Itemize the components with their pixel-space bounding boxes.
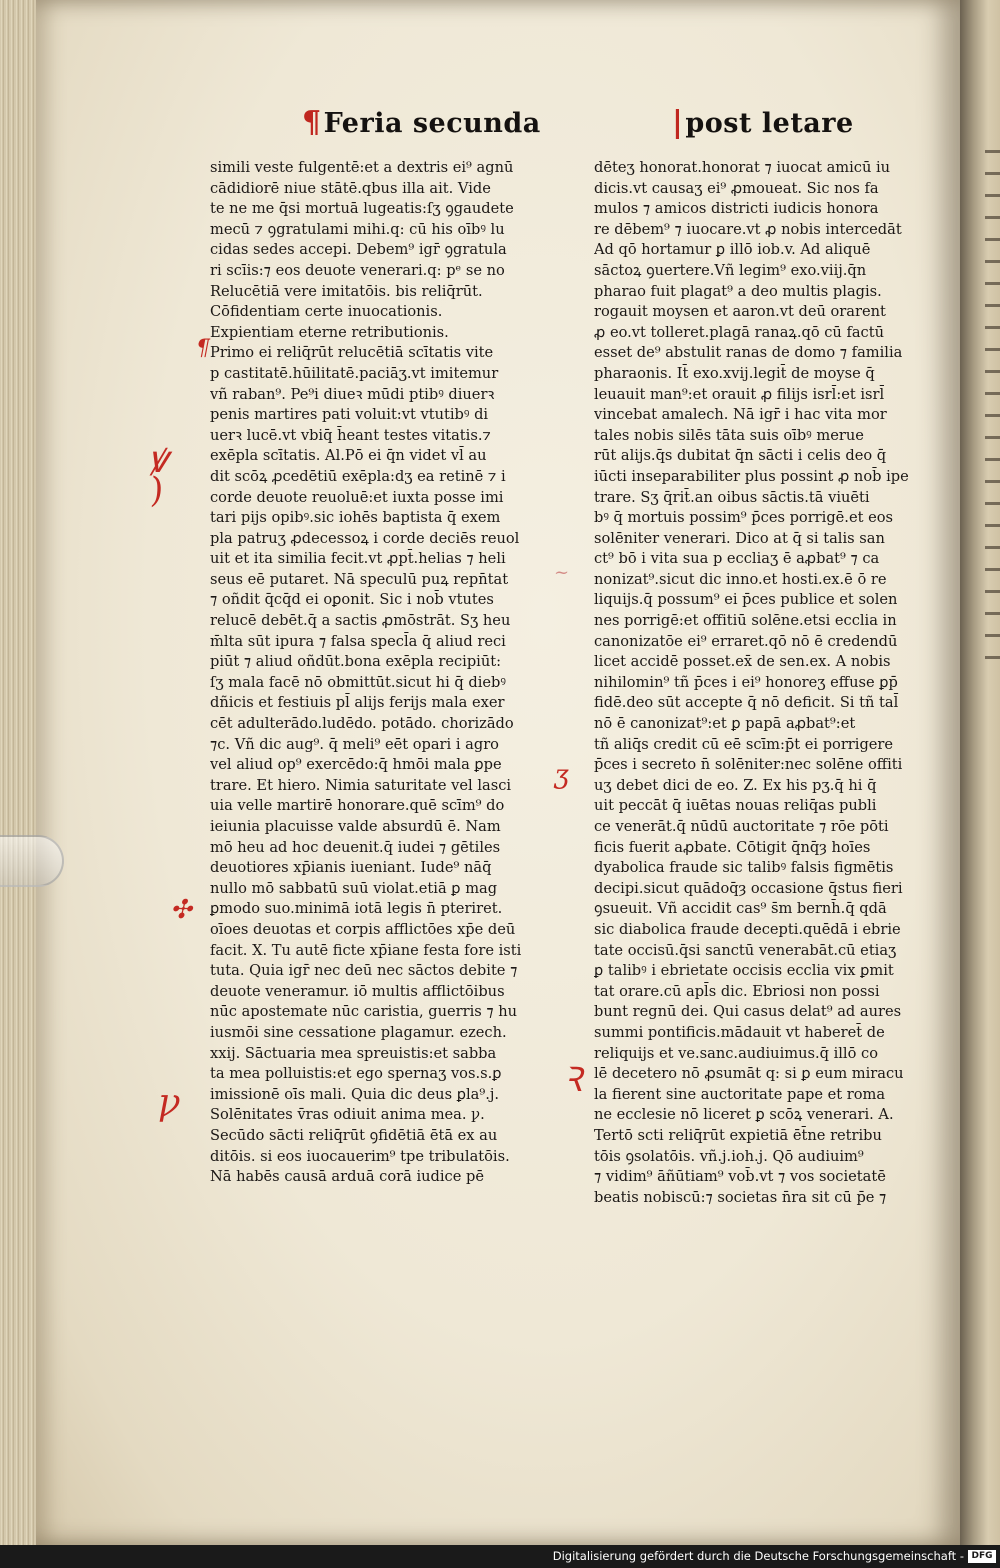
text-line: uit et ita similia fecit.vt ꝓpt̄.helias ⁊ heli bbox=[210, 550, 506, 568]
text-line: ꝑ talibꝰ i ebrietate occisis ecclia vix ꝑmit bbox=[594, 962, 894, 980]
text-line: deuote veneramur. iō multis afflictōibus bbox=[210, 982, 505, 1000]
text-line: seus eē putaret. Nā speculū puꝝ repn̄tat bbox=[210, 570, 509, 588]
text-line: imissionē oīs mali. Quia dic deus ꝑla⁹.j. bbox=[210, 1085, 499, 1103]
text-line: sāctoꝝ ꝯuertere.Vñ legim⁹ exo.viij.q̄n bbox=[594, 261, 867, 279]
text-line: deuotiores xp̄ianis iueniant. Iude⁹ nāq̄ bbox=[210, 859, 492, 877]
text-line: Solēnitates v̄ras odiuit anima mea. ꝩ. bbox=[210, 1106, 485, 1124]
text-line: penis martires pati voluit:vt vtutibꝰ di bbox=[210, 406, 489, 424]
text-column-right bbox=[594, 158, 924, 1208]
text-line: te ne me q̄si mortuā lugeatis:ſʒ ꝯgaudete bbox=[210, 200, 514, 218]
text-line: Cōfidentiam certe inuocationis. bbox=[210, 303, 443, 321]
text-line: solēniter venerari. Dico at q̄ si talis san bbox=[594, 529, 885, 547]
text-line: rūt alijs.q̄s dubitat q̄n sācti i celis deo q̄ bbox=[594, 447, 887, 465]
text-line: bꝰ q̄ mortuis possim⁹ p̄ces porrigē.et eos bbox=[594, 509, 893, 527]
text-line: vincebat amalech. Nā igr̄ i hac vita mor bbox=[594, 406, 887, 424]
text-line: uʒ debet dici de eo. Z. Ex his pʒ.q̄ hi q̄ bbox=[594, 776, 877, 794]
text-line: tales nobis silēs tāta suis oībꝰ merue bbox=[594, 426, 864, 444]
text-line: ꝯsueuit. Vñ accidit cas⁹ s̄m bernh̄.q̄ qdā bbox=[594, 900, 887, 918]
text-line: nō ē canonizat⁹:et ꝑ papā aꝓbat⁹:et bbox=[594, 715, 856, 733]
text-line: mecū ⁊ ꝯgratulami mihi.q: cū his oībꝰ lu bbox=[210, 220, 505, 238]
text-line: nes porrigē:et offitiū solēne.etsi ecclia in bbox=[594, 612, 897, 630]
text-line: ieiunia placuisse valde absurdū ē. Nam bbox=[210, 818, 501, 835]
paragraph-mark-left-icon: ¶ bbox=[196, 336, 210, 361]
text-line: corde deuote reuoluē:et iuxta posse imi bbox=[210, 488, 504, 506]
text-line: iūcti inseparabiliter plus possint ꝓ nob̄ ipe bbox=[594, 467, 909, 485]
text-line: mō heu ad hoc deuenit.q̄ iudei ⁊ gētiles bbox=[210, 838, 501, 856]
marginal-letter-z-icon: ʒ bbox=[554, 760, 569, 790]
text-line: re dēbem⁹ ⁊ iuocare.vt ꝓ nobis intercedāt bbox=[594, 220, 902, 238]
text-line: nihilomin⁹ tñ p̄ces i ei⁹ honoreʒ effuse ꝑp̄ bbox=[594, 673, 898, 691]
text-line: oīoes deuotas et corpis afflictōes xp̄e deū bbox=[210, 920, 516, 938]
text-line: tat orare.cū apl̄s dic. Ebriosi non possi bbox=[594, 982, 880, 1000]
text-line: leuauit man⁹:et orauit ꝓ filijs isrl̄:et isrl̄ bbox=[594, 385, 885, 403]
text-line: m̄lta sūt ipura ⁊ falsa specl̄a q̄ aliud reci bbox=[210, 632, 506, 650]
text-line: dyabolica fraude sic talibꝰ falsis figmētis bbox=[594, 859, 894, 877]
text-line: ſʒ mala facē nō obmittūt.sicut hi q̄ diebꝰ bbox=[210, 673, 506, 691]
text-line: cādidiorē niue stātē.qbus illa ait. Vide bbox=[210, 179, 491, 197]
text-line: relucē debēt.q̄ a sactis ꝓmōstrāt. Sʒ heu bbox=[210, 612, 511, 630]
text-line: decipi.sicut quādoq̄ȝ occasione q̄stus fieri bbox=[594, 879, 903, 897]
text-line: ta mea polluistis:et ego spernaʒ vos.s.ꝑ bbox=[210, 1065, 502, 1083]
text-line: ⁊ vidim⁹ āñūtiam⁹ vob̄.vt ⁊ vos societatē bbox=[594, 1168, 886, 1186]
marginal-flourish-icon: ꝟ bbox=[148, 437, 168, 481]
text-line: la fierent sine auctoritate pape et roma bbox=[594, 1085, 886, 1103]
text-line: uerꝛ lucē.vt vbiq̄ h̄eant testes vitatis.⁊ bbox=[210, 426, 491, 444]
text-column-left bbox=[210, 158, 560, 1188]
text-line: cidas sedes accepi. Debem⁹ igr̄ ꝯgratula bbox=[210, 241, 507, 259]
footer-bar bbox=[0, 1545, 1000, 1568]
text-line: rogauit moysen et aaron.vt deū orarent bbox=[594, 303, 886, 321]
text-line: licet accidē posset.ex̄ de sen.ex. A nobis bbox=[594, 653, 891, 671]
text-line: mulos ⁊ amicos districti iudicis honora bbox=[594, 200, 879, 218]
marginal-flourish-tail-icon: ) bbox=[147, 469, 166, 511]
text-line: Secūdo sācti reliq̄rūt ꝯfidētiā ētā ex au bbox=[210, 1126, 498, 1144]
text-line: beatis nobiscū:⁊ societas n̄ra sit cū p̄e ⁊ bbox=[594, 1188, 887, 1206]
text-line: uit peccāt q̄ iuētas nouas reliq̄as publi bbox=[594, 797, 877, 815]
text-line: facit. X. Tu autē ficte xp̄iane festa fore isti bbox=[210, 941, 522, 959]
text-line: esset de⁹ abstulit ranas de domo ⁊ familia bbox=[594, 344, 903, 362]
text-line: ꝑmodo suo.minimā iotā legis n̄ pteriret. bbox=[210, 900, 503, 918]
marginal-cross-flourish-icon: ✣ bbox=[170, 895, 192, 925]
text-line: uia velle martirē honorare.quē scīm⁹ do bbox=[210, 797, 505, 815]
text-line: xxij. Sāctuaria mea spreuistis:et sabba bbox=[210, 1044, 497, 1062]
text-line: ne ecclesie nō liceret ꝑ scōꝝ venerari. A. bbox=[594, 1106, 894, 1124]
text-line: tari pijs opibꝰ.sic iohēs baptista q̄ exem bbox=[210, 509, 501, 527]
text-line: tate occisū.q̄si sanctū venerabāt.cū etiaʒ bbox=[594, 941, 897, 959]
text-line: vel aliud op⁹ exercēdo:q̄ hmōi mala ꝑpe bbox=[210, 756, 502, 774]
text-line: dēteʒ honorat.honorat ⁊ iuocat amicū iu bbox=[594, 159, 891, 176]
text-line: tñ aliq̄s credit cū eē scīm:p̄t ei porrigere bbox=[594, 735, 894, 753]
paragraph-mark-icon: | bbox=[672, 105, 684, 140]
text-line: summi pontificis.mādauit vt haberet̄ de bbox=[594, 1023, 885, 1041]
text-line: ⁊c. Vñ dic aug⁹. q̄ meli⁹ eēt opari i agro bbox=[210, 735, 499, 753]
text-line: vñ raban⁹. Pe⁹i diueꝛ mūdi ptibꝰ diuerꝛ bbox=[210, 385, 495, 403]
text-line: cēt adulterādo.ludēdo. potādo. chorizādo bbox=[210, 715, 514, 733]
text-line: sic diabolica fraude decepti.quēdā i ebrie bbox=[594, 920, 901, 938]
text-line: dñicis et festiuis pl̄ alijs ferijs mala exer bbox=[210, 694, 505, 712]
text-line: iusmōi sine cessatione plagamur. ezech. bbox=[210, 1023, 507, 1041]
text-line: nonizat⁹.sicut dic inno.et hosti.ex.ē ō re bbox=[594, 570, 887, 588]
marginal-faint-mark-icon: ~ bbox=[554, 562, 570, 583]
text-line: Relucētiā vere imitatōis. bis reliq̄rūt. bbox=[210, 282, 483, 300]
text-line: ditōis. si eos iuocauerim⁹ tpe tribulatōis. bbox=[210, 1147, 510, 1165]
page-clip bbox=[0, 835, 64, 887]
text-line: canonizatōe ei⁹ erraret.qō nō ē credendū bbox=[594, 632, 898, 650]
text-line: nullo mō sabbatū suū violat.etiā ꝑ mag bbox=[210, 879, 498, 897]
marginal-letter-y-icon: ꝩ bbox=[158, 1082, 180, 1123]
text-line: ficis fuerit aꝓbate. Cōtigit q̄nq̄ȝ hoīes bbox=[594, 838, 871, 856]
text-line: simili veste fulgentē:et a dextris ei⁹ agnū bbox=[210, 159, 514, 176]
text-line: ⁊ oñdit q̄cq̄d ei oꝑonit. Sic i nob̄ vtutes bbox=[210, 591, 494, 609]
text-line: ri scīis:⁊ eos deuote venerari.q: pᵉ se no bbox=[210, 261, 505, 279]
text-line: Ad qō hortamur ꝑ illō iob.v. Ad aliquē bbox=[594, 241, 871, 259]
running-head-right-text: post letare bbox=[685, 108, 854, 139]
text-line: Primo ei reliq̄rūt relucētiā scītatis vite bbox=[210, 344, 494, 362]
text-line: nūc apostemate nūc caristia, guerris ⁊ hu bbox=[210, 1003, 518, 1021]
text-line: reliquijs et ve.sanc.audiuimus.q̄ illō co bbox=[594, 1044, 878, 1062]
dfg-logo: DFG bbox=[968, 1550, 996, 1563]
text-line: ꝓ eo.vt tolleret.plagā ranaꝝ.qō cū factū bbox=[594, 323, 884, 341]
running-head-right bbox=[672, 105, 854, 149]
text-line: exēpla scītatis. Al.Pō ei q̄n videt vl̄ au bbox=[210, 447, 487, 465]
text-line: trare. Sʒ q̄rit̄.an oibus sāctis.tā viuēti bbox=[594, 488, 870, 506]
footer-credit: Digitalisierung gefördert durch die Deutsche Forschungsgemeinschaft - bbox=[552, 1549, 964, 1563]
text-line: bunt regnū dei. Qui casus delat⁹ ad aures bbox=[594, 1003, 902, 1021]
text-line: Tertō scti reliq̄rūt expietiā ēt̄ne retribu bbox=[594, 1126, 882, 1144]
text-line: tōis ꝯsolatōis. vñ.j.ioh.j. Qō audiuim⁹ bbox=[594, 1147, 864, 1165]
running-head-left-text: Feria secunda bbox=[323, 108, 541, 139]
text-line: lē decetero nō ꝓsumāt q: si ꝑ eum miracu bbox=[594, 1065, 904, 1083]
text-line: Expientiam eterne retributionis. bbox=[210, 323, 449, 341]
text-line: ct⁹ bō i vita sua p eccliaʒ ē aꝓbat⁹ ⁊ ca bbox=[594, 550, 880, 568]
running-head-left bbox=[302, 105, 541, 149]
text-line: pharao fuit plagat⁹ a deo multis plagis. bbox=[594, 282, 882, 300]
text-line: p̄ces i secreto n̄ solēniter:nec solēne offiti bbox=[594, 756, 903, 774]
marginal-letter-a-icon: Ꝛ bbox=[562, 1060, 582, 1100]
text-line: p castitatē.hūilitatē.paciāʒ.vt imitemur bbox=[210, 364, 499, 382]
text-line: Nā habēs causā arduā corā iudice pē bbox=[210, 1168, 484, 1186]
text-line: pharaonis. It̄ exo.xvij.legit̄ de moyse q̄ bbox=[594, 364, 875, 382]
text-line: tuta. Quia igr̄ nec deū nec sāctos debite ⁊ bbox=[210, 962, 518, 980]
text-line: liquijs.q̄ possum⁹ ei p̄ces publice et solen bbox=[594, 591, 898, 609]
text-line: dicis.vt causaʒ ei⁹ ꝓmoueat. Sic nos fa bbox=[594, 179, 879, 197]
text-line: pla patruʒ ꝓdecessoꝝ i corde deciēs reuol bbox=[210, 529, 520, 547]
text-line: dit scōꝝ ꝓcedētiū exēpla:dʒ ea retinē ⁊ i bbox=[210, 467, 506, 485]
text-line: fidē.deo sūt accepte q̄ nō deficit. Si tñ tal̄ bbox=[594, 694, 899, 712]
text-line: ce venerāt.q̄ nūdū auctoritate ⁊ rōe pōti bbox=[594, 818, 889, 835]
text-line: piūt ⁊ aliud oñdūt.bona exēpla recipiūt: bbox=[210, 653, 502, 671]
facing-page-text-fragment bbox=[985, 140, 1000, 660]
book-block-edge bbox=[0, 0, 40, 1545]
text-line: trare. Et hiero. Nimia saturitate vel lasci bbox=[210, 776, 512, 794]
paragraph-mark-icon: ¶ bbox=[302, 105, 322, 140]
